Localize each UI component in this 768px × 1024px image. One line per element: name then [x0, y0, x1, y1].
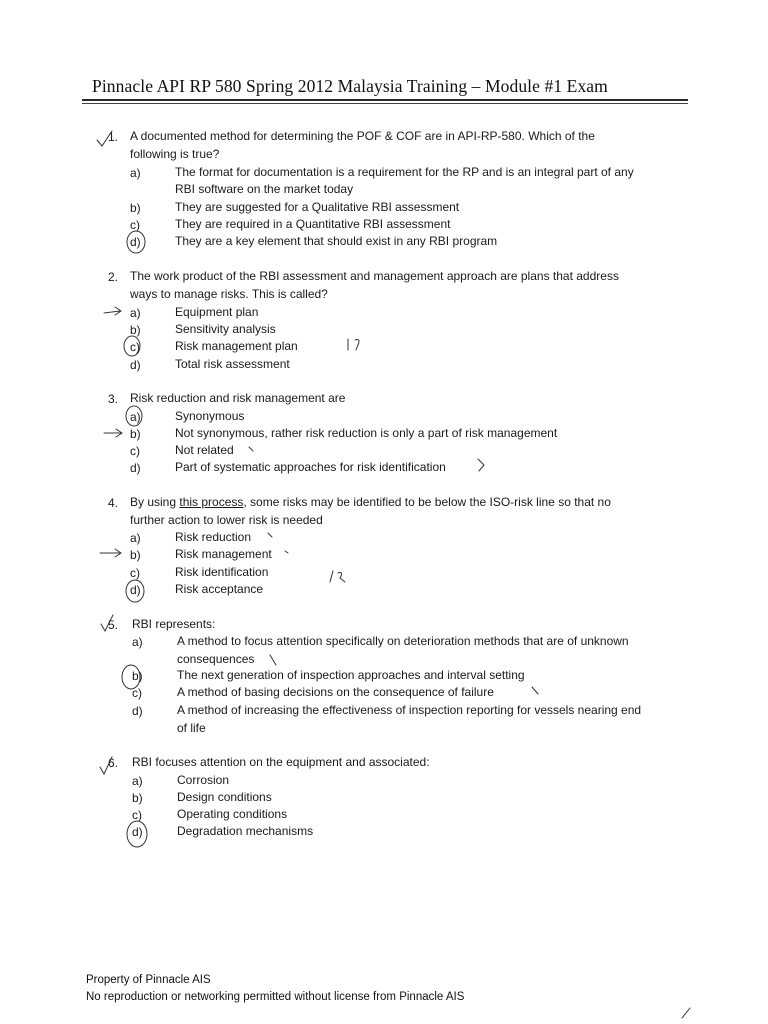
tick-mark: [268, 533, 272, 537]
option-text: They are required in a Quantitative RBI assessment: [175, 217, 451, 231]
option-letter: a): [130, 410, 141, 424]
option-text: Risk management plan: [175, 339, 298, 353]
option-letter: c): [130, 444, 140, 458]
option-text: Part of systematic approaches for risk identification: [175, 460, 446, 474]
arrow-mark: [100, 549, 121, 557]
option-text: Not related: [175, 443, 234, 457]
question-number: 5.: [108, 618, 119, 632]
stem-text: , some risks may be identified to be below the ISO-risk line so that no: [243, 495, 611, 509]
tick-mark: [478, 459, 484, 471]
tick-mark: [270, 655, 276, 665]
option-letter: c): [130, 218, 140, 232]
option-text: Operating conditions: [177, 807, 288, 821]
option-text: They are suggested for a Qualitative RBI assessment: [175, 200, 460, 214]
option-letter: a): [130, 306, 141, 320]
option-text-cont: RBI software on the market today: [175, 182, 354, 196]
option-text: A method to focus attention specifically on deterioration methods that are of unknown: [177, 634, 629, 648]
question-stem: A documented method for determining the POF & COF are in API-RP-580. Which of the: [130, 129, 595, 143]
question-number: 3.: [108, 392, 119, 406]
option-letter: d): [132, 825, 143, 839]
question-stem: RBI represents:: [132, 617, 216, 631]
title-rule-thin: [82, 103, 688, 104]
option-letter: c): [130, 340, 140, 354]
option-letter: b): [130, 548, 141, 562]
option-letter: d): [130, 358, 141, 372]
arrow-mark: [104, 307, 121, 315]
question-stem: Risk reduction and risk management are: [130, 391, 346, 405]
option-text: The next generation of inspection approaches and interval setting: [177, 668, 525, 682]
footer-property: Property of Pinnacle AIS: [86, 974, 211, 986]
option-text: Total risk assessment: [175, 357, 290, 371]
option-text: Risk management: [175, 547, 272, 561]
option-text: The format for documentation is a requirement for the RP and is an integral part of any: [175, 165, 634, 179]
option-text-cont: of life: [177, 721, 206, 735]
question-number: 4.: [108, 496, 119, 510]
question-stem: The work product of the RBI assessment and management approach are plans that address: [130, 269, 619, 283]
option-text: Design conditions: [177, 790, 272, 804]
exam-title: Pinnacle API RP 580 Spring 2012 Malaysia Training – Module #1 Exam: [92, 76, 608, 96]
question-number: 2.: [108, 270, 119, 284]
option-text: A method of increasing the effectiveness of inspection reporting for vessels nearing end: [177, 703, 642, 717]
option-letter: b): [130, 201, 141, 215]
option-text: Degradation mechanisms: [177, 824, 314, 838]
option-text: They are a key element that should exist in any RBI program: [175, 234, 498, 248]
option-letter: a): [132, 635, 143, 649]
option-letter: b): [130, 323, 141, 337]
scribble-mark: [330, 571, 345, 582]
option-text: Risk reduction: [175, 530, 252, 544]
option-text-cont: consequences: [177, 652, 255, 666]
option-text: Corrosion: [177, 773, 230, 787]
option-letter: a): [132, 774, 143, 788]
option-letter: b): [130, 427, 141, 441]
option-text: Equipment plan: [175, 305, 259, 319]
stem-text: By using: [130, 495, 180, 509]
question-number: 6.: [108, 756, 119, 770]
question-stem-cont: following is true?: [130, 147, 220, 161]
title-rule: [82, 99, 688, 101]
underlined-phrase: this process: [179, 495, 244, 509]
tick-mark: [285, 551, 288, 553]
option-letter: d): [130, 235, 141, 249]
option-text: Not synonymous, rather risk reduction is only a part of risk management: [175, 426, 558, 440]
option-letter: b): [132, 791, 143, 805]
option-text: Synonymous: [175, 409, 245, 423]
option-letter: a): [130, 166, 141, 180]
option-text: A method of basing decisions on the consequence of failure: [177, 685, 494, 699]
option-letter: c): [132, 686, 142, 700]
option-letter: d): [130, 461, 141, 475]
question-stem-cont: further action to lower risk is needed: [130, 513, 323, 527]
option-letter: b): [132, 669, 143, 683]
option-text: Risk identification: [175, 565, 269, 579]
footer-license: No reproduction or networking permitted without license from Pinnacle AIS: [86, 991, 465, 1003]
option-text: Sensitivity analysis: [175, 322, 276, 336]
option-letter: d): [130, 583, 141, 597]
question-number: 1.: [108, 130, 119, 144]
tick-mark: [532, 687, 538, 694]
option-letter: c): [130, 566, 140, 580]
tick-mark: [249, 447, 253, 451]
option-letter: d): [132, 704, 143, 718]
scribble-mark: [348, 339, 359, 350]
question-stem: RBI focuses attention on the equipment and associated:: [132, 755, 430, 769]
question-stem-cont: ways to manage risks. This is called?: [130, 287, 328, 301]
arrow-mark: [104, 429, 122, 437]
option-letter: c): [132, 808, 142, 822]
question-stem: [130, 494, 611, 512]
tick-mark: [682, 1008, 690, 1018]
option-letter: a): [130, 531, 141, 545]
option-text: Risk acceptance: [175, 582, 264, 596]
